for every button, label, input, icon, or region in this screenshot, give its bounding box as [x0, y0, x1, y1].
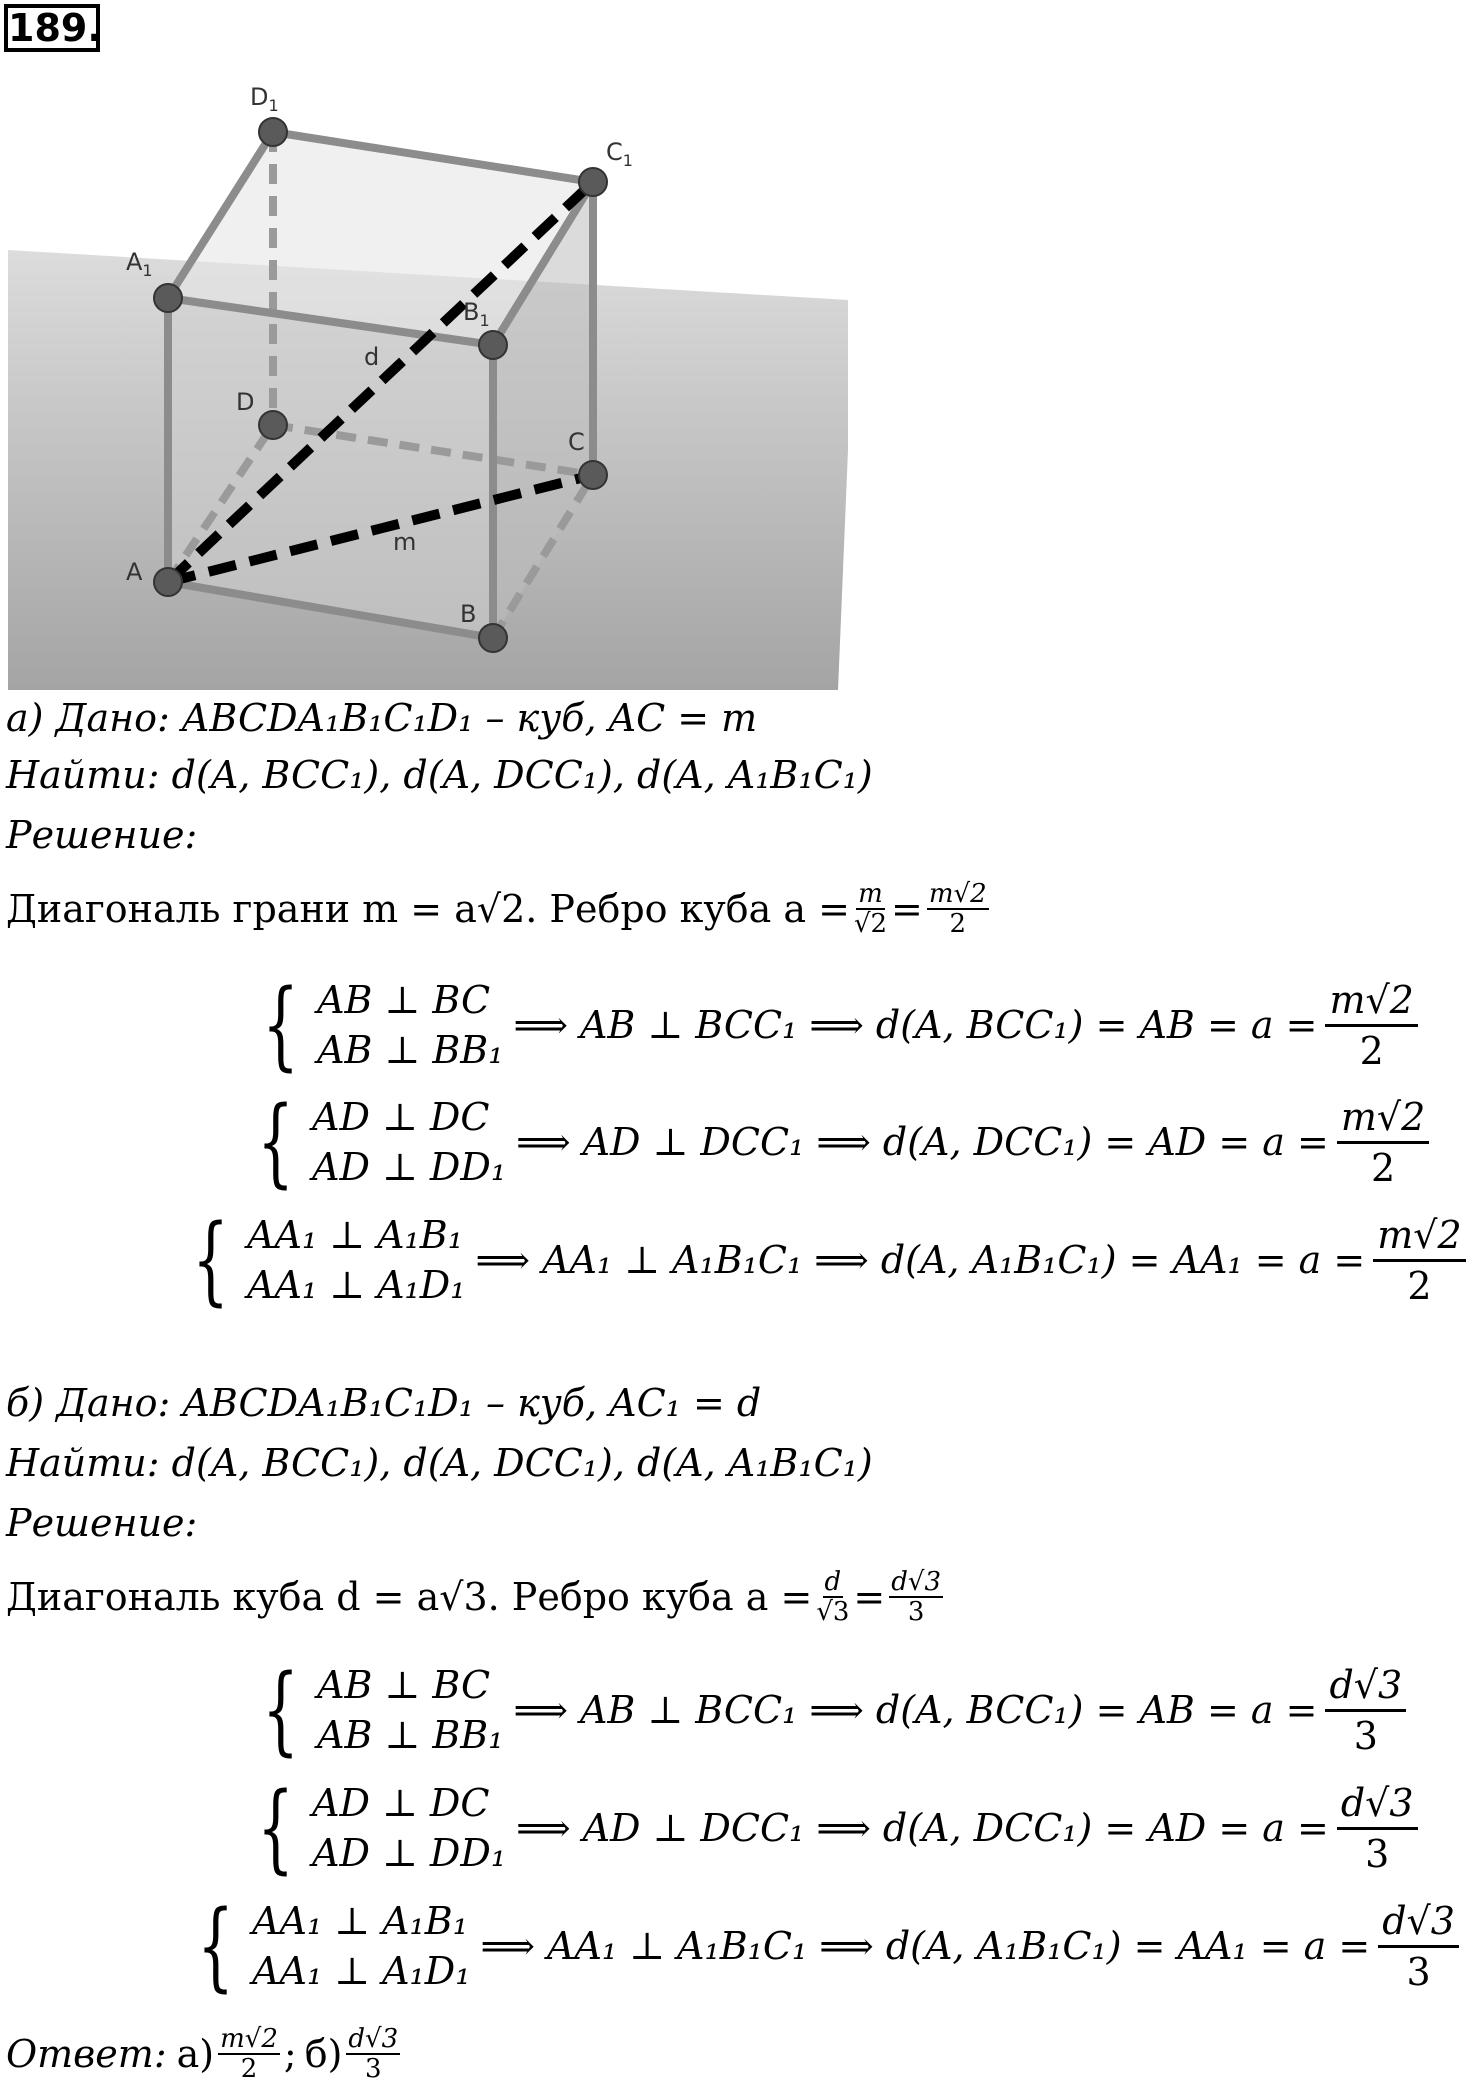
part-a-find: [6, 752, 873, 798]
vertex-B1: [479, 331, 507, 359]
label-A: A: [126, 558, 143, 586]
vertex-B: [479, 624, 507, 652]
part-b-solution-label: Решение:: [6, 1501, 198, 1545]
vertex-D: [259, 411, 287, 439]
part-a-diagonal-line: Диагональ грани m = a√2. Ребро куба a = $\frac{m}{√2}$ = $\frac{m√2}{2}$: [6, 879, 987, 939]
part-a-given: [6, 695, 757, 741]
label-m: m: [393, 528, 417, 556]
given-label: а) Дано:: [6, 696, 170, 740]
find-expression: d(A, BCC₁), d(A, DCC₁), d(A, A₁B₁C₁): [171, 753, 873, 797]
label-C1: $C_1$: [606, 138, 633, 170]
part-b-system-3: { AA₁ ⊥ A₁B₁ AA₁ ⊥ A₁D₁ ⟹ AA₁ ⊥ A₁B₁C₁ ⟹ d(A, A₁B₁C₁) = AA₁ = a = $\frac{d√3}{3}$: [185, 1896, 1459, 1996]
part-a-system-2: { AD ⊥ DC AD ⊥ DD₁ ⟹ AD ⊥ DCC₁ ⟹ d(A, DCC₁) = AD = a = $\frac{m√2}{2}$: [245, 1092, 1429, 1192]
answer-line: Ответ: а) m√2 2 ; б) d√3 3: [6, 2024, 399, 2084]
given-expression: ABCDA₁B₁C₁D₁ – куб, AC = m: [181, 696, 758, 740]
label-B1: $B_1$: [463, 298, 490, 330]
diagonal-text: Диагональ грани m = a√2. Ребро куба a =: [6, 887, 850, 931]
label-A1: $A_1$: [126, 248, 153, 280]
diagonal-text: Диагональ куба d = a√3. Ребро куба a =: [6, 1575, 813, 1619]
label-B: B: [460, 600, 477, 628]
fraction: $\frac{m√2}{2}$: [928, 879, 987, 939]
part-b-find: [6, 1440, 873, 1486]
find-label: Найти:: [6, 1441, 160, 1485]
fraction: $\frac{d}{√3}$: [816, 1567, 850, 1627]
vertex-D1: [259, 118, 287, 146]
problem-number: 189.: [4, 4, 100, 52]
answer-b-fraction: d√3 3: [348, 2024, 399, 2084]
part-b-diagonal-line: Диагональ куба d = a√3. Ребро куба a = $\frac{d}{√3}$ = $\frac{d√3}{3}$: [6, 1567, 942, 1627]
part-b-system-2: { AD ⊥ DC AD ⊥ DD₁ ⟹ AD ⊥ DCC₁ ⟹ d(A, DCC₁) = AD = a = $\frac{d√3}{3}$: [245, 1778, 1418, 1878]
find-label: Найти:: [6, 753, 160, 797]
part-a-system-3: { AA₁ ⊥ A₁B₁ AA₁ ⊥ A₁D₁ ⟹ AA₁ ⊥ A₁B₁C₁ ⟹ d(A, A₁B₁C₁) = AA₁ = a = $\frac{m√2}{2}$: [180, 1210, 1466, 1310]
vertex-C: [579, 461, 607, 489]
given-label: б) Дано:: [6, 1381, 171, 1425]
label-C: C: [568, 428, 585, 456]
vertex-A: [154, 568, 182, 596]
part-a-system-1: { AB ⊥ BC AB ⊥ BB₁ ⟹ AB ⊥ BCC₁ ⟹ d(A, BCC₁) = AB = a = $\frac{m√2}{2}$: [250, 975, 1418, 1075]
label-d: d: [364, 343, 380, 371]
fraction: $\frac{d√3}{3}$: [891, 1567, 942, 1627]
find-expression: d(A, BCC₁), d(A, DCC₁), d(A, A₁B₁C₁): [171, 1441, 873, 1485]
answer-a-fraction: m√2 2: [220, 2024, 278, 2084]
part-a-solution-label: Решение:: [6, 813, 198, 857]
part-b-given: [6, 1380, 761, 1426]
vertex-C1: [579, 168, 607, 196]
given-expression: ABCDA₁B₁C₁D₁ – куб, AC₁ = d: [182, 1381, 762, 1425]
cube-figure: [8, 70, 848, 690]
vertex-A1: [154, 284, 182, 312]
label-D1: $D_1$: [250, 83, 279, 115]
label-D: D: [236, 388, 255, 416]
part-b-system-1: { AB ⊥ BC AB ⊥ BB₁ ⟹ AB ⊥ BCC₁ ⟹ d(A, BCC₁) = AB = a = $\frac{d√3}{3}$: [250, 1660, 1406, 1760]
fraction: $\frac{m}{√2}$: [853, 879, 888, 939]
answer-label: Ответ:: [6, 2032, 167, 2076]
